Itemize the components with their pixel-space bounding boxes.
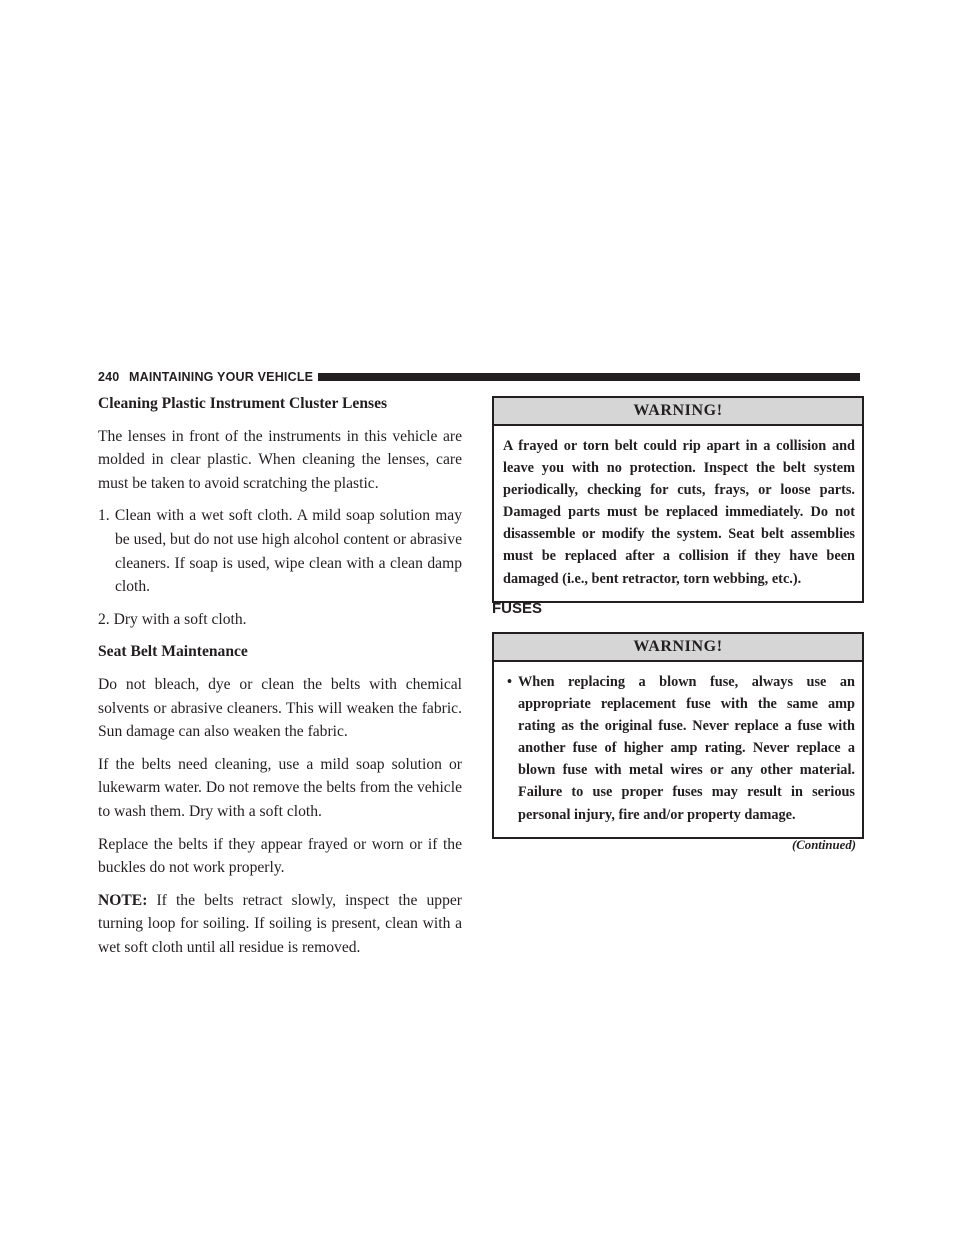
header-rule — [318, 373, 860, 381]
seatbelt-paragraph: Replace the belts if they appear frayed or worn or if the buckles do not work properly. — [98, 835, 462, 877]
page-header — [98, 368, 860, 386]
warning-body — [494, 662, 862, 837]
note-paragraph — [98, 889, 462, 960]
step-item: 1. Clean with a wet soft cloth. A mild soap solution may be used, but do not use high alcohol content or abrasive cleaners. If soap is used, wipe clean with a clean damp cloth. — [98, 507, 462, 596]
cleaning-heading: Cleaning Plastic Instrument Cluster Lenses — [98, 395, 388, 412]
seatbelt-paragraph: Do not bleach, dye or clean the belts with chemical solvents or abrasive cleaners. This will weaken the fabric. Sun damage can also weaken the fabric. — [98, 675, 462, 741]
warning-text: When replacing a blown fuse, always use an appropriate replacement fuse with the same amp rating as the original fuse. Never replace a fuse with another fuse of higher amp rating. Never replace a blown fuse with metal wires or any other material. Failure to use proper fuses may result in serious personal injury, fire and/or property damage. — [518, 674, 855, 823]
seatbelt-heading: Seat Belt Maintenance — [98, 643, 248, 661]
note-text: If the belts retract slowly, inspect the upper turning loop for soiling. If soiling is present, clean with a wet soft cloth until all residue is removed. — [98, 891, 462, 956]
continued-label: (Continued) — [792, 838, 856, 852]
seatbelt-warning-box — [492, 396, 864, 603]
fuses-heading: FUSES — [492, 600, 543, 617]
seatbelt-paragraph: If the belts need cleaning, use a mild soap solution or lukewarm water. Do not remove the belts from the vehicle to wash them. Dry with a soft cloth. — [98, 755, 462, 820]
cleaning-intro: The lenses in front of the instruments in this vehicle are molded in clear plastic. When cleaning the lenses, care must be taken to avoid scratching the plastic. — [98, 427, 462, 492]
section-title: MAINTAINING YOUR VEHICLE — [129, 370, 314, 384]
fuse-warning-box — [492, 632, 864, 839]
page-number: 240 — [98, 370, 120, 384]
warning-text: A frayed or torn belt could rip apart in a collision and leave you with no protection. Inspect the belt system periodically, checking for cuts, frays, or loose parts. Damaged parts must be replaced immediately. Do not disassemble or modify the system. Seat belt assemblies must be replaced after a collision if they have been damaged (i.e., bent retractor, torn webbing, etc.). — [503, 438, 855, 587]
note-label: NOTE: — [98, 891, 148, 909]
warning-title: WARNING! — [494, 398, 862, 426]
step-item: 2. Dry with a soft cloth. — [98, 610, 247, 628]
warning-title: WARNING! — [494, 634, 862, 662]
bullet-glyph: • — [507, 674, 513, 690]
left-column — [98, 392, 462, 968]
cleaning-steps — [98, 504, 462, 631]
